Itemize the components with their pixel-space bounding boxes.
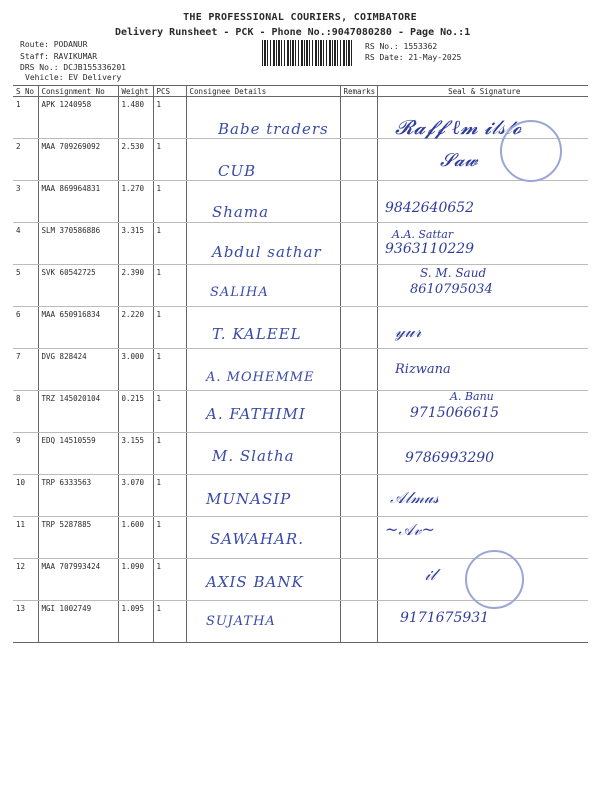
table-row — [13, 433, 588, 475]
cell-weight: 0.215 — [118, 391, 153, 433]
signature-name: A.A. Sattar — [392, 228, 454, 241]
cell-sno: 12 — [13, 559, 38, 601]
cell-consignment-no: TRP 6333563 — [38, 475, 118, 517]
cell-weight: 3.000 — [118, 349, 153, 391]
barcode — [262, 40, 352, 66]
handwritten-consignee: T. KALEEL — [212, 325, 302, 343]
handwritten-consignee: MUNASIP — [206, 490, 292, 508]
cell-pcs: 1 — [153, 391, 186, 433]
handwritten-consignee: CUB — [218, 162, 257, 180]
cell-pcs: 1 — [153, 307, 186, 349]
rs-date-label: RS Date: 21-May-2025 — [365, 53, 462, 62]
signature-phone: 9363110229 — [385, 241, 475, 257]
cell-pcs: 1 — [153, 349, 186, 391]
col-remarks: Remarks — [340, 86, 377, 97]
cell-remarks — [340, 223, 377, 265]
signature-name: A. Banu — [450, 390, 494, 403]
signature-name: Rizwana — [395, 362, 451, 377]
cell-weight: 3.315 — [118, 223, 153, 265]
signature-scribble: 𝒜𝓁𝓂𝓊𝓈 — [390, 488, 439, 507]
cell-remarks — [340, 349, 377, 391]
signature-phone: 9842640652 — [385, 200, 475, 216]
drs-label: DRS No.: DCJB155336201 — [20, 63, 126, 72]
cell-remarks — [340, 559, 377, 601]
route-label: Route: PODANUR — [20, 40, 88, 49]
cell-pcs: 1 — [153, 475, 186, 517]
cell-pcs: 1 — [153, 223, 186, 265]
handwritten-consignee: A. FATHIMI — [206, 405, 306, 423]
cell-consignment-no: SVK 60542725 — [38, 265, 118, 307]
signature-name: S. M. Saud — [420, 266, 487, 280]
handwritten-consignee: Babe traders — [218, 120, 329, 138]
table-header — [13, 86, 588, 97]
cell-weight: 1.270 — [118, 181, 153, 223]
staff-label: Staff: RAVIKUMAR — [20, 52, 98, 61]
handwritten-consignee: SALIHA — [210, 285, 269, 300]
cell-remarks — [340, 433, 377, 475]
cell-remarks — [340, 517, 377, 559]
cell-remarks — [340, 265, 377, 307]
handwritten-consignee: A. MOHEMME — [206, 370, 315, 385]
handwritten-consignee: SUJATHA — [206, 614, 276, 629]
cell-pcs: 1 — [153, 517, 186, 559]
cell-consignment-no: DVG 828424 — [38, 349, 118, 391]
handwritten-consignee: Abdul sathar — [212, 243, 322, 261]
cell-consignment-no: APK 1240958 — [38, 97, 118, 139]
cell-sno: 5 — [13, 265, 38, 307]
cell-sno: 3 — [13, 181, 38, 223]
company-seal-stamp — [500, 120, 562, 182]
col-consignment: Consignment No — [38, 86, 118, 97]
cell-remarks — [340, 97, 377, 139]
cell-weight: 2.530 — [118, 139, 153, 181]
signature-scribble: ~𝒜𝓋~ — [385, 520, 435, 539]
cell-consignment-no: TRP 5287885 — [38, 517, 118, 559]
cell-remarks — [340, 307, 377, 349]
cell-weight: 2.220 — [118, 307, 153, 349]
col-sno: S No — [13, 86, 38, 97]
col-weight: Weight — [118, 86, 153, 97]
table-row — [13, 265, 588, 307]
cell-weight: 3.070 — [118, 475, 153, 517]
handwritten-consignee: Shama — [212, 203, 270, 221]
cell-weight: 3.155 — [118, 433, 153, 475]
vehicle-label: Vehicle: EV Delivery — [25, 73, 122, 82]
signature-scribble: 𝓎𝓊𝓇 — [395, 322, 422, 342]
cell-sno: 10 — [13, 475, 38, 517]
cell-sno: 11 — [13, 517, 38, 559]
cell-weight: 1.095 — [118, 601, 153, 643]
cell-consignment-no: TRZ 145020104 — [38, 391, 118, 433]
cell-pcs: 1 — [153, 265, 186, 307]
cell-consignment-no: SLM 370586886 — [38, 223, 118, 265]
cell-sno: 2 — [13, 139, 38, 181]
col-consignee: Consignee Details — [186, 86, 340, 97]
cell-pcs: 1 — [153, 139, 186, 181]
signature-scribble: 𝓡𝓪𝓯𝓯 ℓ𝓶 𝓲𝓁𝓈𝓉𝓸 — [395, 115, 522, 139]
cell-sno: 7 — [13, 349, 38, 391]
signature-phone: 8610795034 — [410, 282, 493, 297]
cell-weight: 1.600 — [118, 517, 153, 559]
cell-sno: 1 — [13, 97, 38, 139]
signature-scribble: 𝓢𝓪𝔀 — [440, 150, 478, 171]
cell-consignment-no: MAA 709269092 — [38, 139, 118, 181]
cell-weight: 1.090 — [118, 559, 153, 601]
cell-remarks — [340, 601, 377, 643]
cell-remarks — [340, 391, 377, 433]
col-pcs: PCS — [153, 86, 186, 97]
handwritten-consignee: M. Slatha — [212, 447, 295, 465]
table-row — [13, 475, 588, 517]
cell-pcs: 1 — [153, 97, 186, 139]
cell-weight: 1.480 — [118, 97, 153, 139]
runsheet-subtitle: Delivery Runsheet - PCK - Phone No.:9047080280 - Page No.:1 — [115, 27, 471, 38]
rs-no-label: RS No.: 1553362 — [365, 42, 438, 51]
cell-pcs: 1 — [153, 433, 186, 475]
signature-phone: 9715066615 — [410, 405, 500, 421]
col-seal-signature: Seal & Signature — [377, 86, 588, 97]
cell-pcs: 1 — [153, 559, 186, 601]
cell-sno: 6 — [13, 307, 38, 349]
cell-consignment-no: EDQ 14510559 — [38, 433, 118, 475]
cell-consignment-no: MAA 707993424 — [38, 559, 118, 601]
cell-pcs: 1 — [153, 181, 186, 223]
cell-weight: 2.390 — [118, 265, 153, 307]
cell-consignment-no: MAA 869964831 — [38, 181, 118, 223]
table-row — [13, 181, 588, 223]
cell-remarks — [340, 139, 377, 181]
cell-sno: 8 — [13, 391, 38, 433]
cell-sno: 13 — [13, 601, 38, 643]
cell-sno: 4 — [13, 223, 38, 265]
cell-consignment-no: MGI 1002749 — [38, 601, 118, 643]
signature-phone: 9171675931 — [400, 610, 490, 626]
cell-remarks — [340, 181, 377, 223]
cell-consignment-no: MAA 650916834 — [38, 307, 118, 349]
company-seal-stamp — [465, 550, 524, 609]
cell-sno: 9 — [13, 433, 38, 475]
cell-remarks — [340, 475, 377, 517]
cell-consignee — [186, 139, 340, 181]
handwritten-consignee: SAWAHAR. — [210, 530, 304, 548]
signature-phone: 9786993290 — [405, 450, 495, 466]
signature-scribble: 𝒾𝓁 — [425, 565, 436, 584]
company-title: THE PROFESSIONAL COURIERS, COIMBATORE — [183, 12, 417, 23]
cell-pcs: 1 — [153, 601, 186, 643]
handwritten-consignee: AXIS BANK — [206, 573, 304, 591]
